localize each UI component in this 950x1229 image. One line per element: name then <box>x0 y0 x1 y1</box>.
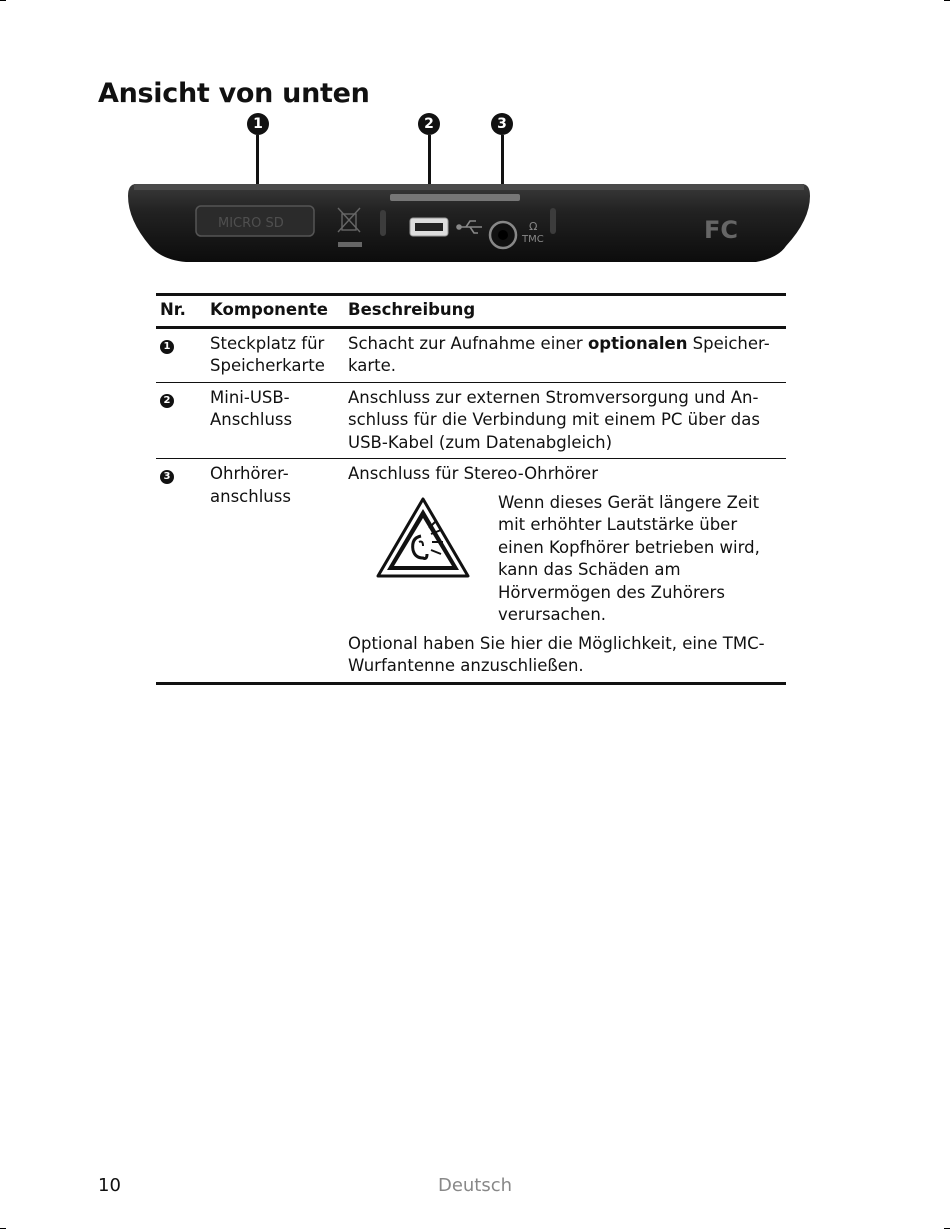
table-row <box>156 327 786 382</box>
crop-mark-top-left <box>0 0 6 1</box>
weee-bar <box>338 242 362 247</box>
component-cell: Ohrhörer-anschluss <box>206 459 344 684</box>
mini-usb-inner <box>415 223 443 231</box>
fcc-logo: FC <box>704 216 739 244</box>
description-text: Schacht zur Aufnahme einer <box>348 333 588 353</box>
page-title: Ansicht von unten <box>98 78 370 109</box>
row-number-badge: 3 <box>160 470 174 484</box>
component-table <box>156 293 786 685</box>
hearing-warning <box>348 492 782 627</box>
device-bottom-view <box>126 180 812 268</box>
description-text: Anschluss für Stereo-Ohrhörer <box>348 464 598 483</box>
page-number: 10 <box>98 1175 121 1196</box>
table-row <box>156 459 786 684</box>
row-number-badge: 2 <box>160 394 174 408</box>
description-cell <box>344 327 786 382</box>
header-description: Beschreibung <box>344 295 786 328</box>
header-component: Komponente <box>206 295 344 328</box>
tmc-label: TMC <box>522 234 544 245</box>
callout-1: 1 <box>247 113 269 135</box>
row-number-cell <box>156 327 206 382</box>
component-cell: Mini-USB-Anschluss <box>206 382 344 459</box>
row-number-cell <box>156 382 206 459</box>
tmc-note: Optional haben Sie hier die Möglichkeit, eine TMC-Wurfantenne anzuschließen. <box>348 633 765 675</box>
side-vent-left <box>380 210 386 236</box>
component-cell: Steckplatz für Speicherkarte <box>206 327 344 382</box>
top-bezel-edge <box>134 184 804 190</box>
table-row <box>156 382 786 459</box>
footer-language: Deutsch <box>437 1175 513 1196</box>
row-number-badge: 1 <box>160 340 174 354</box>
callout-2: 2 <box>418 113 440 135</box>
headphone-jack-inner <box>498 230 508 240</box>
row-number-cell <box>156 459 206 684</box>
hearing-damage-warning-icon <box>375 496 471 580</box>
callout-3: 3 <box>491 113 513 135</box>
description-cell <box>344 459 786 684</box>
header-nr: Nr. <box>156 295 206 328</box>
table-header-row <box>156 295 786 328</box>
description-text-end: Speicher-karte. <box>348 333 770 375</box>
description-emphasis: optionalen <box>587 333 688 353</box>
top-slot <box>390 194 520 201</box>
description-cell: Anschluss zur externen Stromversorgung und An-schluss für die Verbindung mit einem PC über das USB-Kabel (zum Datenabgleich) <box>344 382 786 459</box>
headphone-symbol-icon: Ω <box>529 220 538 233</box>
crop-mark-top-right <box>944 0 950 1</box>
warning-icon-wrapper <box>348 492 498 627</box>
sd-slot-label: MICRO SD <box>218 216 284 231</box>
warning-text: Wenn dieses Gerät längere Zeit mit erhöhter Lautstärke über einen Kopfhörer betrieben wird, kann das Schäden am Hörvermögen des Zuhörers verursachen. <box>498 492 760 624</box>
side-vent-right <box>550 208 556 234</box>
